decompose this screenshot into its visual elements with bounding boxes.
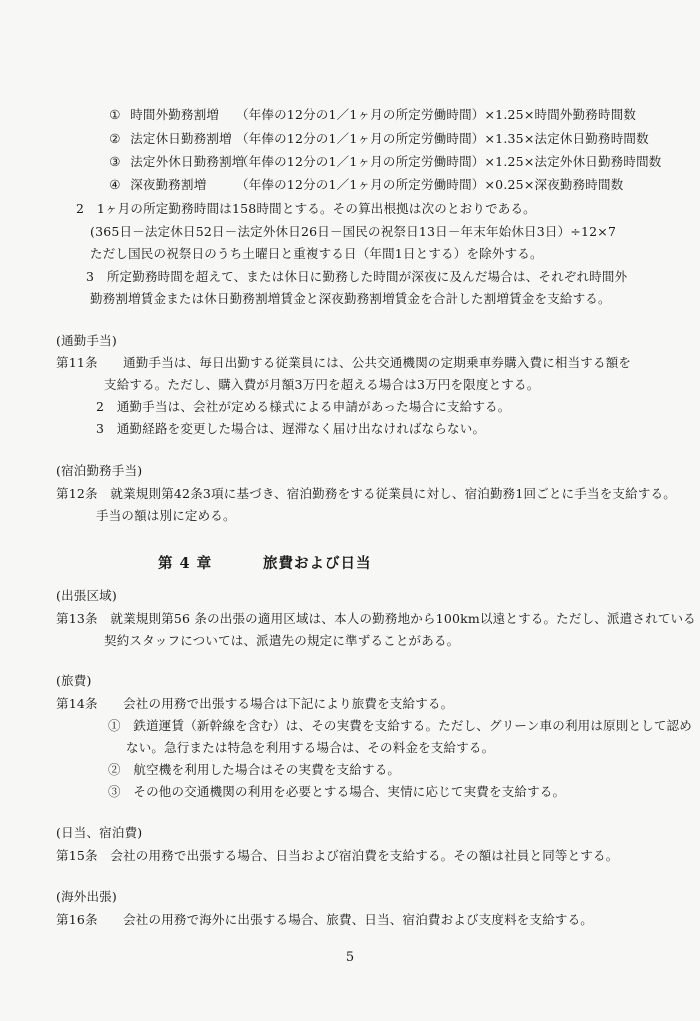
- art12-line1: 第12条 就業規則第42条3項に基づき、宿泊勤務をする従業員に対し、宿泊勤務1回ごとに手当を支給する。: [56, 486, 676, 501]
- chapter-number: 第 4 章: [158, 555, 213, 572]
- art14-item3: ③ その他の交通機関の利用を必要とする場合、実情に応じて実費を支給する。: [108, 784, 566, 799]
- item-name: 法定外休日勤務割増: [130, 154, 245, 169]
- item-name: 深夜勤務割増: [130, 177, 207, 192]
- art14-item2: ② 航空機を利用した場合はその実費を支給する。: [108, 762, 401, 777]
- item-name: 時間外勤務割増: [130, 107, 220, 122]
- art16-heading: (海外出張): [56, 889, 117, 904]
- allowance-item-3: [104, 154, 245, 170]
- art14-heading: (旅費): [56, 673, 92, 688]
- art11-line1: 第11条 通勤手当は、毎日出勤する従業員には、公共交通機関の定期乗車券購入費に相当する額を: [56, 355, 632, 370]
- art14-item1b: ない。急行または特急を利用する場合は、その料金を支給する。: [126, 740, 495, 755]
- art15-heading: (日当、宿泊費): [56, 825, 143, 840]
- para3-line2: 勤務割増賃金または休日勤務割増賃金と深夜勤務割増賃金を合計した割増賃金を支給する。: [90, 291, 611, 306]
- para3-line1: 3 所定勤務時間を超えて、または休日に勤務した時間が深夜に及んだ場合は、それぞれ時間外: [86, 269, 628, 284]
- art13-line2: 契約スタッフについては、派遣先の規定に準ずることがある。: [104, 633, 460, 648]
- art11-heading: (通勤手当): [56, 333, 117, 348]
- allowance-formula-4: （年俸の12分の1／1ヶ月の所定労働時間）×0.25×深夜勤務時間数: [236, 177, 624, 192]
- item-marker: ①: [109, 107, 121, 122]
- item-marker: ③: [109, 154, 121, 169]
- art14-line1: 第14条 会社の用務で出張する場合は下記により旅費を支給する。: [56, 696, 454, 711]
- page-number: 5: [345, 950, 355, 965]
- art16-line1: 第16条 会社の用務で海外に出張する場合、旅費、日当、宿泊費および支度料を支給する。: [56, 912, 594, 927]
- allowance-item-4: [104, 177, 206, 193]
- art11-line4: 3 通勤経路を変更した場合は、遅滞なく届け出なければならない。: [96, 421, 486, 436]
- allowance-formula-3: （年俸の12分の1／1ヶ月の所定労働時間）×1.25×法定外休日勤務時間数: [236, 154, 662, 169]
- art11-line3: 2 通勤手当は、会社が定める様式による申請があった場合に支給する。: [96, 399, 511, 414]
- art13-heading: (出張区域): [56, 588, 117, 603]
- art13-line1: 第13条 就業規則第56 条の出張の適用区域は、本人の勤務地から100km以遠とする。ただし、派遣されている: [56, 611, 696, 626]
- art15-line1: 第15条 会社の用務で出張する場合、日当および宿泊費を支給する。その額は社員と同等とする。: [56, 848, 619, 863]
- item-marker: ②: [109, 131, 121, 146]
- allowance-formula-2: （年俸の12分の1／1ヶ月の所定労働時間）×1.35×法定休日勤務時間数: [236, 131, 649, 146]
- para2-line3: ただし国民の祝祭日のうち土曜日と重複する日（年間1日とする）を除外する。: [90, 246, 543, 261]
- item-marker: ④: [109, 177, 121, 192]
- allowance-formula-1: （年俸の12分の1／1ヶ月の所定労働時間）×1.25×時間外勤務時間数: [236, 107, 637, 122]
- art12-line2: 手当の額は別に定める。: [96, 508, 236, 523]
- allowance-item-2: [104, 131, 232, 147]
- art11-line2: 支給する。ただし、購入費が月額3万円を超える場合は3万円を限度とする。: [104, 377, 540, 392]
- chapter-title: 旅費および日当: [263, 555, 372, 572]
- art12-heading: (宿泊勤務手当): [56, 463, 143, 478]
- item-name: 法定休日勤務割増: [130, 131, 232, 146]
- art14-item1a: ① 鉄道運賃（新幹線を含む）は、その実費を支給する。ただし、グリーン車の利用は原則として認め: [108, 718, 692, 733]
- para2-line1: 2 1ヶ月の所定勤務時間は158時間とする。その算出根拠は次のとおりである。: [76, 201, 536, 216]
- para2-line2: (365日－法定休日52日－法定外休日26日－国民の祝祭日13日－年末年始休日3日）÷12×7: [90, 224, 617, 239]
- allowance-item-1: [104, 107, 219, 123]
